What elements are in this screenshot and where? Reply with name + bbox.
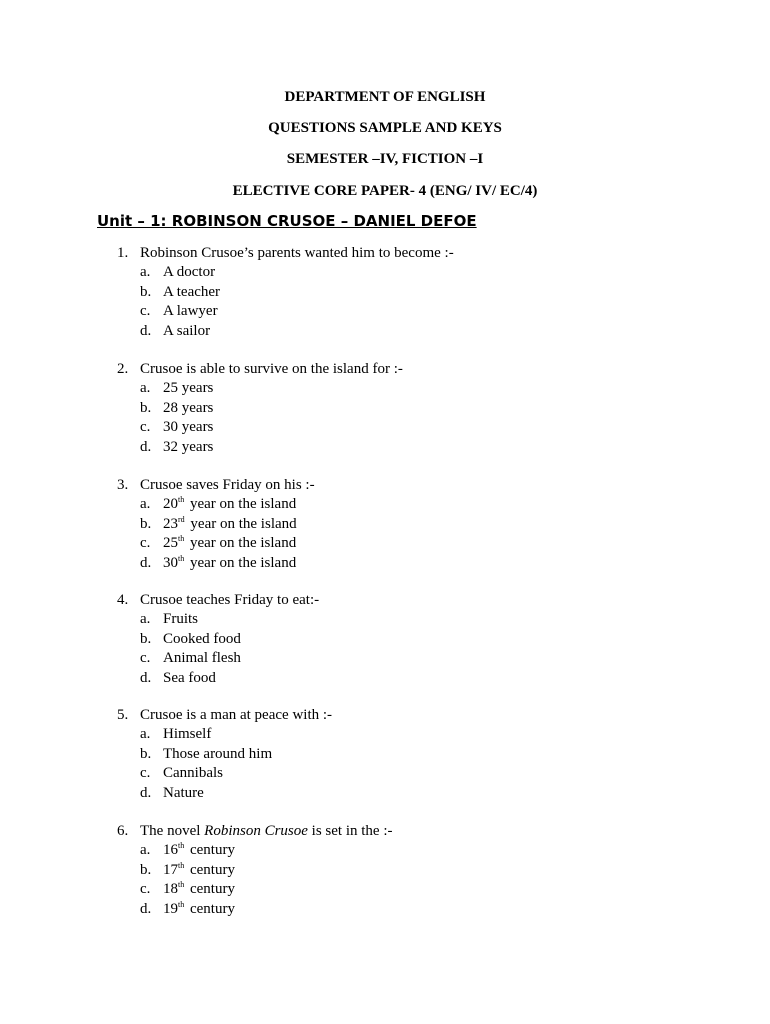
- unit-title: Unit – 1: ROBINSON CRUSOE – DANIEL DEFOE: [97, 212, 477, 230]
- option-letter: c.: [140, 650, 151, 667]
- option-rest: year on the island: [186, 496, 297, 513]
- question-1: [0, 244, 770, 341]
- question-number: 1.: [117, 245, 129, 261]
- option-number: 18: [163, 881, 178, 898]
- option-number: 20: [163, 496, 178, 513]
- ordinal-suffix: th: [178, 495, 185, 505]
- option-number: 16: [163, 842, 178, 859]
- option-letter: b.: [140, 283, 152, 300]
- option-letter: c.: [140, 881, 151, 898]
- option-number: 23: [163, 515, 178, 532]
- option-number: 25: [163, 535, 178, 552]
- option-text: [163, 495, 296, 514]
- ordinal-suffix: th: [178, 553, 185, 563]
- option-letter: c.: [140, 765, 151, 782]
- option-text: [163, 861, 235, 880]
- option-letter: c.: [140, 535, 151, 552]
- option-d: [0, 784, 770, 803]
- option-letter: a.: [140, 264, 151, 281]
- option-d: [0, 669, 770, 688]
- question-text: Crusoe saves Friday on his :-: [140, 477, 315, 493]
- ordinal-suffix: th: [178, 860, 185, 870]
- option-letter: b.: [140, 745, 152, 762]
- option-a: [0, 495, 770, 514]
- option-letter: a.: [140, 496, 151, 513]
- question-number: 2.: [117, 361, 129, 377]
- option-rest: century: [186, 900, 235, 917]
- option-text: Fruits: [163, 611, 199, 628]
- option-rest: year on the island: [186, 535, 297, 552]
- option-b: [0, 745, 770, 764]
- option-letter: d.: [140, 554, 152, 571]
- option-d: [0, 438, 770, 457]
- option-a: [0, 379, 770, 398]
- paper-heading: ELECTIVE CORE PAPER- 4 (ENG/ IV/ EC/4): [232, 183, 538, 199]
- option-rest: year on the island: [186, 554, 297, 571]
- ordinal-suffix: th: [178, 899, 185, 909]
- option-text: Animal flesh: [163, 650, 241, 667]
- option-b: [0, 283, 770, 302]
- option-letter: a.: [140, 380, 151, 397]
- option-letter: d.: [140, 438, 152, 455]
- option-d: [0, 554, 770, 573]
- option-text: A teacher: [163, 283, 221, 300]
- option-text: A doctor: [163, 264, 216, 281]
- option-text: Those around him: [163, 745, 273, 762]
- option-letter: b.: [140, 630, 152, 647]
- question-text: Crusoe is a man at peace with :-: [140, 707, 333, 723]
- option-number: 17: [163, 861, 178, 878]
- option-c: [0, 764, 770, 783]
- option-text: Sea food: [163, 669, 216, 686]
- option-text: 32 years: [163, 438, 214, 455]
- option-a: [0, 610, 770, 629]
- option-text: Nature: [163, 784, 204, 801]
- question-text: [140, 822, 393, 841]
- option-letter: a.: [140, 842, 151, 859]
- option-text: A sailor: [163, 322, 211, 339]
- option-text: [163, 900, 235, 919]
- option-text: 30 years: [163, 419, 214, 436]
- question-text: Crusoe is able to survive on the island for :-: [140, 361, 403, 377]
- option-a: [0, 841, 770, 860]
- question-6: [0, 822, 770, 919]
- option-number: 19: [163, 900, 178, 917]
- option-text: [163, 841, 235, 860]
- question-text-before: The novel: [140, 823, 205, 839]
- question-number: 4.: [117, 592, 129, 608]
- option-c: [0, 534, 770, 553]
- department-heading: DEPARTMENT OF ENGLISH: [284, 89, 486, 105]
- question-number: 3.: [117, 477, 129, 493]
- ordinal-suffix: th: [178, 534, 185, 544]
- option-letter: c.: [140, 419, 151, 436]
- option-letter: d.: [140, 322, 152, 339]
- option-text: Cooked food: [163, 630, 241, 647]
- option-letter: b.: [140, 861, 152, 878]
- question-4: [0, 591, 770, 688]
- option-b: [0, 861, 770, 880]
- option-b: [0, 399, 770, 418]
- question-5: [0, 706, 770, 803]
- option-text: [163, 534, 296, 553]
- option-letter: a.: [140, 726, 151, 743]
- option-rest: year on the island: [186, 515, 297, 532]
- option-number: 30: [163, 554, 178, 571]
- option-rest: century: [186, 881, 235, 898]
- option-d: [0, 322, 770, 341]
- option-c: [0, 302, 770, 321]
- option-letter: d.: [140, 784, 152, 801]
- option-rest: century: [186, 861, 235, 878]
- option-letter: d.: [140, 669, 152, 686]
- question-text-after: is set in the :-: [307, 823, 393, 839]
- option-c: [0, 649, 770, 668]
- option-a: [0, 263, 770, 282]
- question-number: 5.: [117, 707, 129, 723]
- option-c: [0, 418, 770, 437]
- question-2: [0, 360, 770, 457]
- option-text: [163, 554, 296, 573]
- option-rest: century: [186, 842, 235, 859]
- option-letter: d.: [140, 900, 152, 917]
- option-letter: a.: [140, 611, 151, 628]
- ordinal-suffix: rd: [178, 514, 185, 524]
- question-text: Crusoe teaches Friday to eat:-: [140, 592, 320, 608]
- option-text: A lawyer: [163, 303, 218, 320]
- option-letter: b.: [140, 515, 152, 532]
- option-text: 25 years: [163, 380, 214, 397]
- option-letter: b.: [140, 399, 152, 416]
- option-text: Cannibals: [163, 765, 223, 782]
- option-d: [0, 900, 770, 919]
- option-b: [0, 630, 770, 649]
- option-c: [0, 880, 770, 899]
- sample-keys-heading: QUESTIONS SAMPLE AND KEYS: [268, 120, 502, 136]
- option-b: [0, 515, 770, 534]
- option-letter: c.: [140, 303, 151, 320]
- novel-title: Robinson Crusoe: [204, 823, 308, 839]
- option-a: [0, 725, 770, 744]
- option-text: [163, 515, 297, 534]
- question-3: [0, 476, 770, 573]
- question-number: 6.: [117, 823, 129, 839]
- semester-heading: SEMESTER –IV, FICTION –I: [286, 151, 484, 167]
- option-text: 28 years: [163, 399, 214, 416]
- ordinal-suffix: th: [178, 880, 185, 890]
- option-text: Himself: [163, 726, 212, 743]
- ordinal-suffix: th: [178, 841, 185, 851]
- question-text: Robinson Crusoe’s parents wanted him to become :-: [140, 245, 454, 261]
- option-text: [163, 880, 235, 899]
